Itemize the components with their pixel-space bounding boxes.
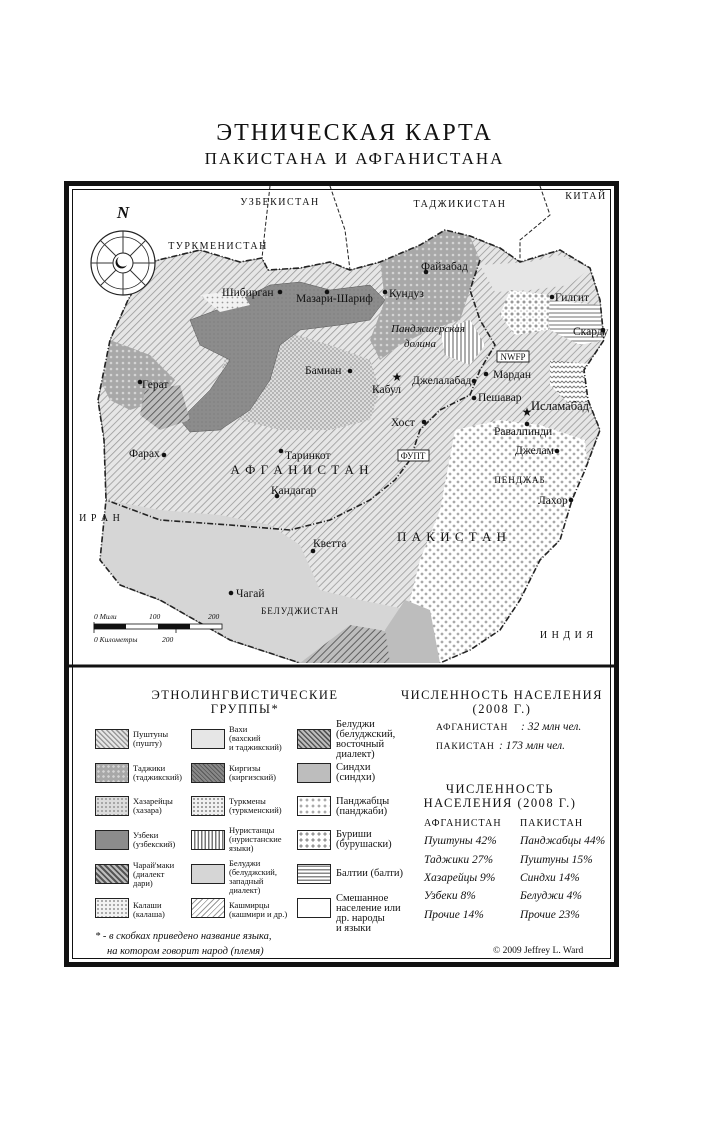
city-lahore: Лахор bbox=[538, 495, 568, 507]
pak-row-4: Белуджи 4% bbox=[520, 890, 583, 902]
legend-balti: Балтии (балти) bbox=[336, 868, 404, 879]
afg-total-label: АФГАНИСТАН bbox=[436, 723, 509, 733]
afg-row-4: Узбеки 8% bbox=[424, 890, 476, 902]
legend-note: * - в скобках приведено название языка, на котором говорит народ (племя) bbox=[95, 931, 272, 957]
legend-wakhi: Вахи (вахский и таджикский) bbox=[229, 724, 282, 752]
afg-row-1: Пуштуны 42% bbox=[424, 835, 497, 847]
swatch-punjabi bbox=[297, 796, 331, 816]
city-farah: Фарах bbox=[129, 448, 160, 460]
legend-uzbek: Узбеки (узбекский) bbox=[133, 830, 176, 849]
afg-total-value: : 32 млн чел. bbox=[521, 721, 582, 733]
fupt-label: ФУПТ bbox=[400, 451, 426, 461]
legend-title-line2: ГРУППЫ* bbox=[210, 702, 280, 716]
city-kunduz: Кундуз bbox=[389, 288, 424, 300]
city-peshawar: Пешавар bbox=[478, 392, 522, 404]
city-islamabad: Исламабад bbox=[531, 399, 590, 413]
scale-200: 200 bbox=[208, 612, 220, 621]
swatch-baluch-east bbox=[297, 729, 331, 749]
afg-row-2: Таджики 27% bbox=[424, 854, 494, 866]
label-punjab: ПЕНДЖАБ bbox=[494, 475, 546, 485]
label-uzbekistan: УЗБЕКИСТАН bbox=[240, 197, 320, 208]
legend-nuristani: Нуристанцы (нуристанские языки) bbox=[229, 825, 282, 853]
label-pakistan: П А К И С Т А Н bbox=[397, 529, 507, 544]
city-herat: Герат bbox=[142, 379, 169, 391]
pak-row-3: Синдхи 14% bbox=[520, 872, 580, 884]
city-quetta: Кветта bbox=[313, 538, 347, 550]
legend-title bbox=[130, 688, 360, 716]
swatch-uzbek bbox=[95, 830, 129, 850]
pak-row-1: Панджабцы 44% bbox=[520, 835, 606, 847]
city-kabul: Кабул bbox=[372, 384, 402, 396]
city-mazar: Мазари-Шариф bbox=[296, 293, 373, 305]
swatch-nuristani bbox=[191, 830, 225, 850]
legend-title-line1: ЭТНОЛИНГВИСТИЧЕСКИЕ bbox=[151, 688, 339, 702]
afg-row-3: Хазарейцы 9% bbox=[424, 872, 496, 884]
swatch-mixed bbox=[297, 898, 331, 918]
swatch-balti bbox=[297, 864, 331, 884]
city-chagai: Чагай bbox=[236, 588, 265, 600]
scale-miles: 0 Мили bbox=[94, 612, 117, 621]
legend-tajik: Таджики (таджикский) bbox=[133, 763, 182, 782]
city-fayzabad: Файзабад bbox=[421, 261, 468, 273]
city-tarinkot: Таринкот bbox=[285, 450, 331, 462]
swatch-wakhi bbox=[191, 729, 225, 749]
legend-pashtun: Пуштуны (пушту) bbox=[133, 729, 169, 748]
north-label: N bbox=[116, 203, 130, 222]
swatch-kyrgyz bbox=[191, 763, 225, 783]
panjshir-label: Панджшерская bbox=[391, 323, 465, 335]
breakdown-afg-head: АФГАНИСТАН bbox=[424, 818, 502, 829]
legend-hazara: Хазарейцы (хазара) bbox=[133, 796, 173, 815]
swatch-turkmen bbox=[191, 796, 225, 816]
label-china: КИТАЙ bbox=[565, 191, 607, 202]
city-shibirgan: Шибирган bbox=[222, 287, 274, 299]
city-jhelam: Джелам bbox=[515, 445, 554, 457]
swatch-kashmiri bbox=[191, 898, 225, 918]
pak-total-label: ПАКИСТАН bbox=[436, 742, 495, 752]
pak-total-value: : 173 млн чел. bbox=[499, 740, 565, 752]
scale-km-200: 200 bbox=[162, 635, 174, 644]
city-skardu: Скарду bbox=[573, 326, 609, 338]
swatch-baluch-west bbox=[191, 864, 225, 884]
swatch-tajik bbox=[95, 763, 129, 783]
legend-baluch-east: Белуджи (белуджский, восточный диалект) bbox=[336, 719, 396, 760]
city-bamian: Бамиан bbox=[305, 365, 342, 377]
legend-kalash: Калаши (калаша) bbox=[133, 900, 165, 919]
legend-kashmiri: Кашмирцы (кашмири и др.) bbox=[229, 900, 288, 919]
breakdown-pak-head: ПАКИСТАН bbox=[520, 818, 584, 829]
nwfp-label: NWFP bbox=[500, 352, 526, 362]
swatch-pashtun bbox=[95, 729, 129, 749]
pak-row-2: Пуштуны 15% bbox=[520, 854, 593, 866]
map-title: ЭТНИЧЕСКАЯ КАРТА bbox=[216, 120, 493, 146]
city-gilgit: Гилгит bbox=[555, 292, 590, 304]
legend-sindhi: Синдхи (синдхи) bbox=[336, 762, 376, 783]
panjshir-label-2: долина bbox=[403, 338, 437, 350]
swatch-sindhi bbox=[297, 763, 331, 783]
label-baluchistan: БЕЛУДЖИСТАН bbox=[261, 606, 339, 616]
legend-aimaq: Чарай'маки (диалект дари) bbox=[133, 860, 175, 888]
city-kandahar: Кандагар bbox=[271, 485, 317, 497]
label-tajikistan: ТАДЖИКИСТАН bbox=[413, 199, 507, 210]
population-title: ЧИСЛЕННОСТЬ НАСЕЛЕНИЯ (2008 Г.) bbox=[400, 688, 604, 716]
city-khost: Хост bbox=[391, 417, 415, 429]
city-rawalpindi: Равалпинди bbox=[494, 426, 553, 438]
label-turkmenistan: ТУРКМЕНИСТАН bbox=[168, 241, 268, 252]
map-subtitle: ПАКИСТАНА И АФГАНИСТАНА bbox=[204, 149, 505, 168]
pak-row-5: Прочие 23% bbox=[520, 909, 580, 921]
breakdown-title: ЧИСЛЕННОСТЬ НАСЕЛЕНИЯ (2008 Г.) bbox=[423, 782, 577, 810]
legend-baluch-west: Белуджи (белуджский, западный диалект) bbox=[229, 858, 277, 895]
legend-turkmen: Туркмены (туркменский) bbox=[229, 796, 282, 815]
swatch-burishi bbox=[297, 830, 331, 850]
legend-kyrgyz: Киргизы (киргизский) bbox=[229, 763, 276, 782]
svg-text:★: ★ bbox=[521, 405, 533, 419]
city-mardan: Мардан bbox=[493, 369, 532, 381]
legend-punjabi: Панджабцы (панджаби) bbox=[336, 796, 390, 817]
svg-text:★: ★ bbox=[391, 370, 403, 384]
scale-km: 0 Километры bbox=[94, 635, 138, 644]
label-iran: И Р А Н bbox=[79, 513, 121, 524]
copyright-credit: © 2009 Jeffrey L. Ward bbox=[493, 946, 584, 956]
legend-burishi: Буриши (бурушаски) bbox=[336, 829, 392, 850]
swatch-hazara bbox=[95, 796, 129, 816]
city-jalalabad: Джелалабад bbox=[412, 375, 472, 387]
afg-row-5: Прочие 14% bbox=[424, 909, 484, 921]
label-india: И Н Д И Я bbox=[539, 630, 595, 641]
label-afghanistan: А Ф Г А Н И С Т А Н bbox=[230, 462, 370, 477]
swatch-aimaq bbox=[95, 864, 129, 884]
legend-mixed: Смешанное население или др. народы и языки bbox=[336, 893, 401, 934]
scale-100: 100 bbox=[149, 612, 161, 621]
swatch-kalash bbox=[95, 898, 129, 918]
